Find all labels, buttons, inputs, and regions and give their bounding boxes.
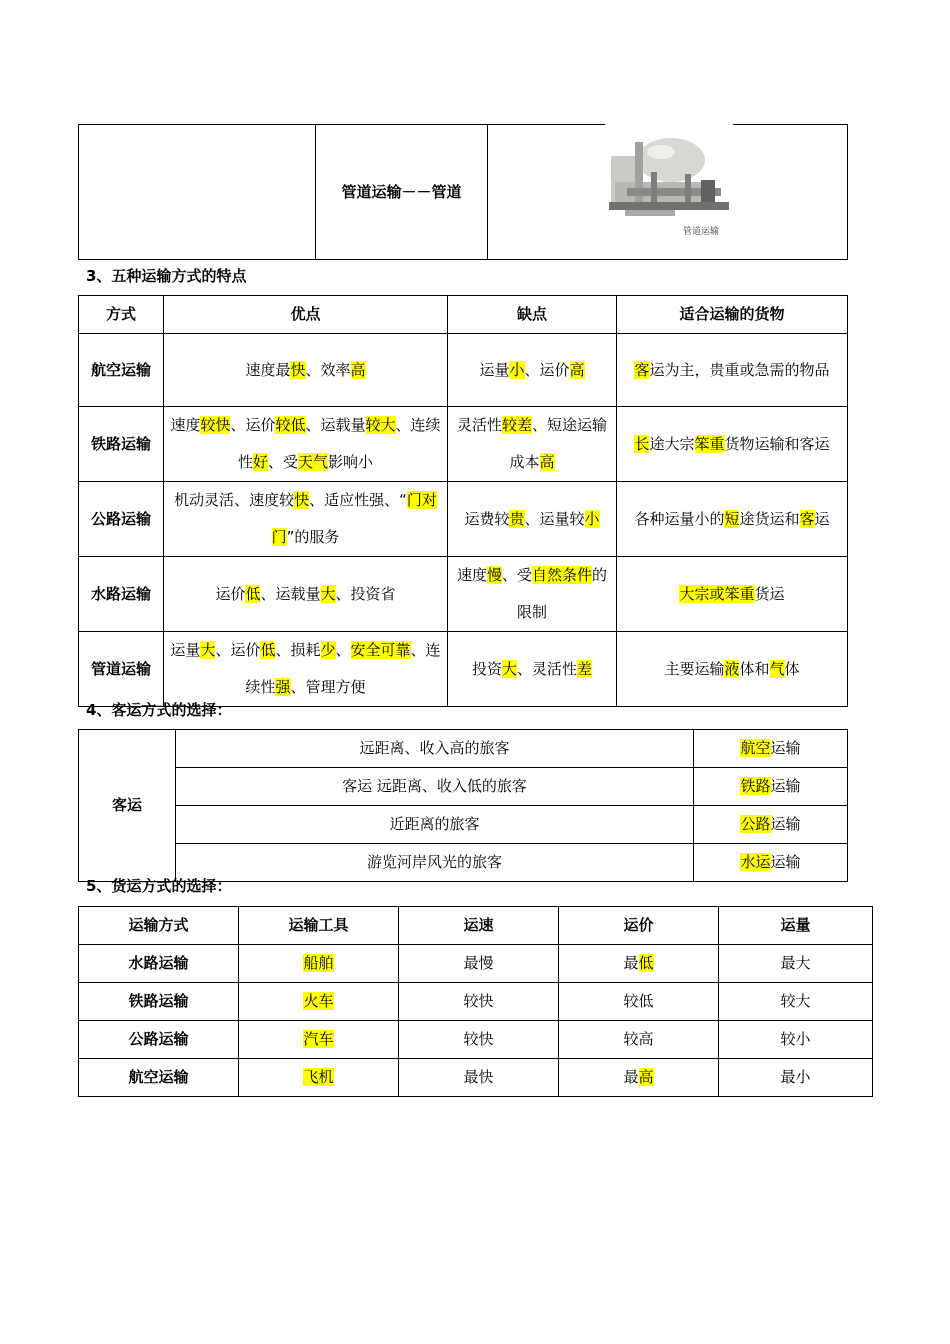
highlighted-text: 公路 <box>740 815 771 833</box>
highlighted-text: 高 <box>539 453 555 471</box>
text-segment: 、 <box>335 641 351 659</box>
highlighted-text: 少 <box>320 641 336 659</box>
text-segment: 途大宗 <box>649 434 695 453</box>
passenger-table <box>78 729 848 882</box>
text-segment: 、投资省 <box>335 584 396 603</box>
features-table <box>78 295 848 707</box>
volume-cell: 较大 <box>719 983 873 1021</box>
highlighted-text: 强 <box>275 678 291 696</box>
highlighted-text: 高 <box>350 360 366 379</box>
highlighted-text: 铁路 <box>740 777 771 795</box>
text-segment: 体和 <box>739 659 770 678</box>
header-price: 运价 <box>559 907 719 945</box>
text-segment: 最 <box>623 954 639 972</box>
highlighted-text: 航空 <box>740 739 771 757</box>
mode-cell: 管道运输 <box>79 632 164 707</box>
text-segment: 、受 <box>501 566 532 584</box>
advantages-cell <box>164 557 448 632</box>
disadvantages-cell <box>448 557 617 632</box>
text-segment: 、连续性 <box>237 416 441 471</box>
highlighted-text: 客 <box>799 509 815 528</box>
traveler-cell: 游览河岸风光的旅客 <box>176 844 694 882</box>
highlighted-text: 好 <box>252 453 268 471</box>
text-segment: 各种运量小的 <box>634 509 725 528</box>
highlighted-text: 低 <box>260 641 276 659</box>
passenger-row <box>79 768 848 806</box>
highlighted-text: 液 <box>724 659 740 678</box>
header-volume: 运量 <box>719 907 873 945</box>
highlighted-text: 高 <box>638 1068 654 1086</box>
price-cell <box>559 983 719 1021</box>
header-mode: 方式 <box>79 296 164 334</box>
passenger-category: 客运 <box>79 730 176 882</box>
highlighted-text: 慢 <box>486 566 502 584</box>
section3-title: 3、五种运输方式的特点 <box>86 267 247 285</box>
highlighted-text: 快 <box>290 360 306 379</box>
text-segment: 运 <box>814 509 830 528</box>
highlighted-text: 贵 <box>509 509 525 528</box>
highlighted-text: 客 <box>634 360 650 379</box>
text-segment: 、运价 <box>230 416 276 434</box>
highlighted-text: 自然条件 <box>532 566 593 584</box>
highlighted-text: 短 <box>724 509 740 528</box>
pipeline-label: 管道运输－－管道 <box>316 125 488 260</box>
freight-row <box>79 983 873 1021</box>
text-segment: 速度 <box>456 566 487 584</box>
text-segment: 、受 <box>267 453 298 471</box>
price-cell <box>559 1059 719 1097</box>
highlighted-text: 高 <box>569 360 585 379</box>
highlighted-text: 快 <box>294 491 310 509</box>
text-segment: 、效率 <box>305 360 351 379</box>
text-segment: 、适应性强、“ <box>309 491 407 509</box>
speed-cell: 较快 <box>399 1021 559 1059</box>
text-segment: 体 <box>784 659 800 678</box>
text-segment: 速度 <box>170 416 201 434</box>
passenger-row <box>79 806 848 844</box>
text-segment: 运费较 <box>464 509 510 528</box>
text-segment: 运量 <box>170 641 201 659</box>
advantages-cell <box>164 632 448 707</box>
freight-row <box>79 1021 873 1059</box>
text-segment: 运价 <box>215 584 246 603</box>
price-cell <box>559 945 719 983</box>
highlighted-text: 火车 <box>303 992 334 1010</box>
text-segment: 、运载量 <box>305 416 366 434</box>
features-row <box>79 557 848 632</box>
text-segment: 、连续性 <box>245 641 441 696</box>
suitable-goods-cell <box>617 557 848 632</box>
highlighted-text: 较大 <box>365 416 396 434</box>
section4-title: 4、客运方式的选择： <box>86 701 232 719</box>
highlighted-text: 较差 <box>501 416 532 434</box>
traveler-cell: 客运 远距离、收入低的旅客 <box>176 768 694 806</box>
mode-cell: 公路运输 <box>79 1021 239 1059</box>
text-segment: 运量 <box>479 360 510 379</box>
highlighted-text: 笨重 <box>694 434 725 453</box>
freight-row <box>79 1059 873 1097</box>
text-segment: 主要运输 <box>664 659 725 678</box>
text-segment: 运输 <box>770 777 801 795</box>
highlighted-text: 飞机 <box>303 1068 334 1086</box>
header-speed: 运速 <box>399 907 559 945</box>
header-advantages: 优点 <box>164 296 448 334</box>
pipeline-photo <box>605 122 733 240</box>
highlighted-text: 气 <box>769 659 785 678</box>
passenger-row <box>79 730 848 768</box>
text-segment: 货物运输和客运 <box>724 434 830 453</box>
recommended-mode-cell <box>694 844 848 882</box>
suitable-goods-cell <box>617 632 848 707</box>
text-segment: 较高 <box>623 1030 654 1048</box>
section5-title: 5、货运方式的选择： <box>86 877 232 895</box>
advantages-cell <box>164 334 448 407</box>
speed-cell: 最慢 <box>399 945 559 983</box>
text-segment: 运输 <box>770 739 801 757</box>
features-row <box>79 407 848 482</box>
highlighted-text: 差 <box>577 659 593 678</box>
highlighted-text: 船舶 <box>303 954 334 972</box>
advantages-cell <box>164 482 448 557</box>
text-segment: 、管理方便 <box>290 678 366 696</box>
highlighted-text: 大 <box>320 584 336 603</box>
highlighted-text: 水运 <box>740 853 771 871</box>
text-segment: 、灵活性 <box>517 659 578 678</box>
volume-cell: 较小 <box>719 1021 873 1059</box>
text-segment: 的限制 <box>516 566 608 621</box>
vehicle-cell <box>239 1021 399 1059</box>
header-mode: 运输方式 <box>79 907 239 945</box>
highlighted-text: 小 <box>584 509 600 528</box>
pipeline-caption: 管道运输 <box>683 227 720 237</box>
features-header-row <box>79 296 848 334</box>
text-segment: 机动灵活、速度较 <box>174 491 295 509</box>
text-segment: 、运载量 <box>260 584 321 603</box>
mode-cell: 水路运输 <box>79 945 239 983</box>
text-segment: 货运 <box>754 584 785 603</box>
traveler-cell: 近距离的旅客 <box>176 806 694 844</box>
mode-cell: 铁路运输 <box>79 983 239 1021</box>
header-disadvantages: 缺点 <box>448 296 617 334</box>
highlighted-text: 大 <box>200 641 216 659</box>
mode-cell: 公路运输 <box>79 482 164 557</box>
highlighted-text: 天气 <box>298 453 329 471</box>
traveler-cell: 远距离、收入高的旅客 <box>176 730 694 768</box>
highlighted-text: 大 <box>501 659 517 678</box>
freight-row <box>79 945 873 983</box>
vehicle-cell <box>239 945 399 983</box>
highlighted-text: 汽车 <box>303 1030 334 1048</box>
features-row <box>79 334 848 407</box>
highlighted-text: 门对门 <box>271 491 437 546</box>
freight-header-row <box>79 907 873 945</box>
recommended-mode-cell <box>694 768 848 806</box>
speed-cell: 较快 <box>399 983 559 1021</box>
text-segment: 运输 <box>770 853 801 871</box>
vehicle-cell <box>239 983 399 1021</box>
text-segment: 运输 <box>770 815 801 833</box>
highlighted-text: 大宗或笨重 <box>679 584 755 603</box>
highlighted-text: 安全可靠 <box>350 641 411 659</box>
highlighted-text: 较快 <box>200 416 231 434</box>
highlighted-text: 小 <box>509 360 525 379</box>
disadvantages-cell <box>448 482 617 557</box>
price-cell <box>559 1021 719 1059</box>
pipeline-drawing <box>605 122 733 240</box>
text-segment: 、短途运输成本 <box>509 416 608 471</box>
mode-cell: 水路运输 <box>79 557 164 632</box>
suitable-goods-cell <box>617 407 848 482</box>
disadvantages-cell <box>448 407 617 482</box>
speed-cell: 最快 <box>399 1059 559 1097</box>
features-row <box>79 482 848 557</box>
text-segment: 最 <box>623 1068 639 1086</box>
highlighted-text: 低 <box>638 954 654 972</box>
mode-cell: 航空运输 <box>79 334 164 407</box>
text-segment: 、运价 <box>215 641 261 659</box>
highlighted-text: 低 <box>245 584 261 603</box>
text-segment: 较低 <box>623 992 654 1010</box>
text-segment: 运为主，贵重或急需的物品 <box>649 360 830 379</box>
freight-table <box>78 906 873 1097</box>
mode-cell: 铁路运输 <box>79 407 164 482</box>
recommended-mode-cell <box>694 806 848 844</box>
header-vehicle: 运输工具 <box>239 907 399 945</box>
text-segment: 、损耗 <box>275 641 321 659</box>
suitable-goods-cell <box>617 334 848 407</box>
mode-cell: 航空运输 <box>79 1059 239 1097</box>
header-suitable-goods: 适合运输的货物 <box>617 296 848 334</box>
volume-cell: 最大 <box>719 945 873 983</box>
text-segment: 、运量较 <box>524 509 585 528</box>
highlighted-text: 较低 <box>275 416 306 434</box>
disadvantages-cell <box>448 632 617 707</box>
text-segment: ”的服务 <box>286 528 340 546</box>
text-segment: 速度最 <box>245 360 291 379</box>
vehicle-cell <box>239 1059 399 1097</box>
highlighted-text: 长 <box>634 434 650 453</box>
text-segment: 影响小 <box>328 453 374 471</box>
features-row <box>79 632 848 707</box>
recommended-mode-cell <box>694 730 848 768</box>
advantages-cell <box>164 407 448 482</box>
volume-cell: 最小 <box>719 1059 873 1097</box>
disadvantages-cell <box>448 334 617 407</box>
text-segment: 、运价 <box>524 360 570 379</box>
text-segment: 途货运和 <box>739 509 800 528</box>
text-segment: 投资 <box>471 659 502 678</box>
empty-cell <box>79 125 316 260</box>
suitable-goods-cell <box>617 482 848 557</box>
text-segment: 灵活性 <box>456 416 502 434</box>
